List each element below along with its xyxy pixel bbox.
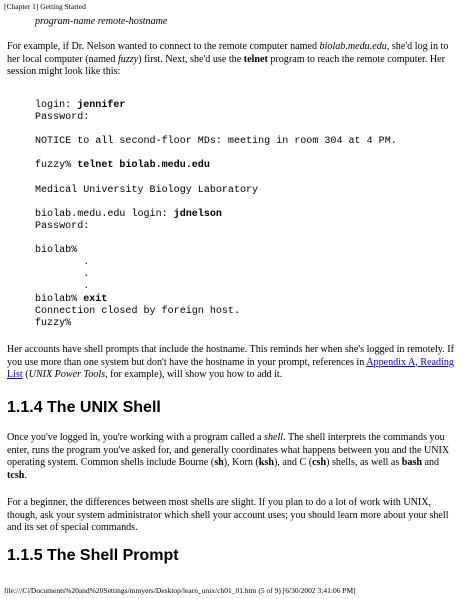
shell-name: ksh <box>258 457 274 469</box>
ellipsis-dot: . <box>83 269 90 281</box>
book-title: UNIX Power Tools <box>28 369 106 381</box>
exit-command: exit <box>83 293 108 305</box>
ellipsis-dot: . <box>83 281 90 293</box>
paragraph-telnet-example <box>7 41 456 79</box>
text: , she'd log in to her local computer (named <box>7 41 449 65</box>
page-header: [Chapter 1] Getting Started <box>4 2 86 11</box>
command-text: telnet <box>243 53 268 65</box>
text: Once you've logged in, you're working with a program called a <box>7 432 265 443</box>
fuzzy-prompt: fuzzy% <box>35 317 72 329</box>
password-prompt: Password: <box>35 112 90 124</box>
paragraph-hostname-prompt <box>7 344 456 382</box>
text: ( <box>22 369 29 381</box>
text: program to reach the remote computer. Her session might look like this: <box>7 53 445 78</box>
telnet-command: telnet biolab.medu.edu <box>77 160 210 172</box>
fuzzy-prompt: fuzzy% <box>35 160 78 172</box>
page-footer: file:///C|/Documents%20and%20Settings/mmyers/Desktop/learn_unix/ch01_01.htm (5 of 9) [6/30/2002 3:41:06 PM] <box>4 586 356 595</box>
appendix-link[interactable]: Appendix A, Reading List <box>7 356 454 381</box>
notice-line: NOTICE to all second-floor MDs: meeting in room 304 at 4 PM. <box>35 136 397 148</box>
text: ) first. Next, she'd use the <box>138 53 244 65</box>
local-hostname-text: fuzzy <box>117 53 139 65</box>
connection-closed-line: Connection closed by foreign host. <box>35 305 240 317</box>
lab-banner: Medical University Biology Laboratory <box>35 184 259 196</box>
paragraph-shell-intro <box>7 432 456 482</box>
remote-user: jdnelson <box>173 208 222 220</box>
shell-name: tcsh <box>7 469 25 481</box>
remote-login-prompt: biolab.medu.edu login: <box>35 208 174 220</box>
text: Her accounts have shell prompts that include the hostname. This reminds her when she's logged in remotely. If you use more than one system but don't have the hostname in your prompt, references in <box>7 344 454 368</box>
term-text: shell <box>264 432 284 443</box>
text: . The shell interprets the commands you enter, runs the program you've asked for, and generally coordinates what happens between you and the UNIX operating system. Common shells include Bourne ( <box>7 432 450 469</box>
hostname-text: biolab.medu.edu <box>319 41 387 52</box>
paragraph-shell-differences: For a beginner, the differences between most shells are slight. If you plan to do a lot of work with UNIX, though, ask your system administrator which shell your account uses; you should learn more about your shell and its set of special commands. <box>7 497 449 534</box>
ellipsis-dot: . <box>83 257 90 269</box>
login-user: jennifer <box>77 100 126 111</box>
shell-name: csh <box>312 457 327 469</box>
text: , for example), will show you how to add it. <box>105 369 283 381</box>
text: . <box>24 469 27 481</box>
text: For example, if Dr. Nelson wanted to connect to the remote computer named <box>7 41 320 52</box>
text: and <box>422 457 440 469</box>
section-heading-shell-prompt: 1.1.5 The Shell Prompt <box>7 547 179 564</box>
login-prompt: login: <box>35 100 78 111</box>
shell-name: sh <box>214 457 224 469</box>
text: ), Korn ( <box>223 457 259 469</box>
text: ), and C ( <box>273 457 313 469</box>
password-prompt: Password: <box>35 220 90 232</box>
section-heading-unix-shell: 1.1.4 The UNIX Shell <box>7 399 161 416</box>
biolab-prompt: biolab% <box>35 245 78 257</box>
syntax-line: program-name remote-hostname <box>35 16 168 27</box>
shell-name: bash <box>401 457 422 469</box>
exit-prompt: biolab% <box>35 293 84 305</box>
terminal-session <box>35 100 397 330</box>
text: ) shells, as well as <box>326 457 402 469</box>
